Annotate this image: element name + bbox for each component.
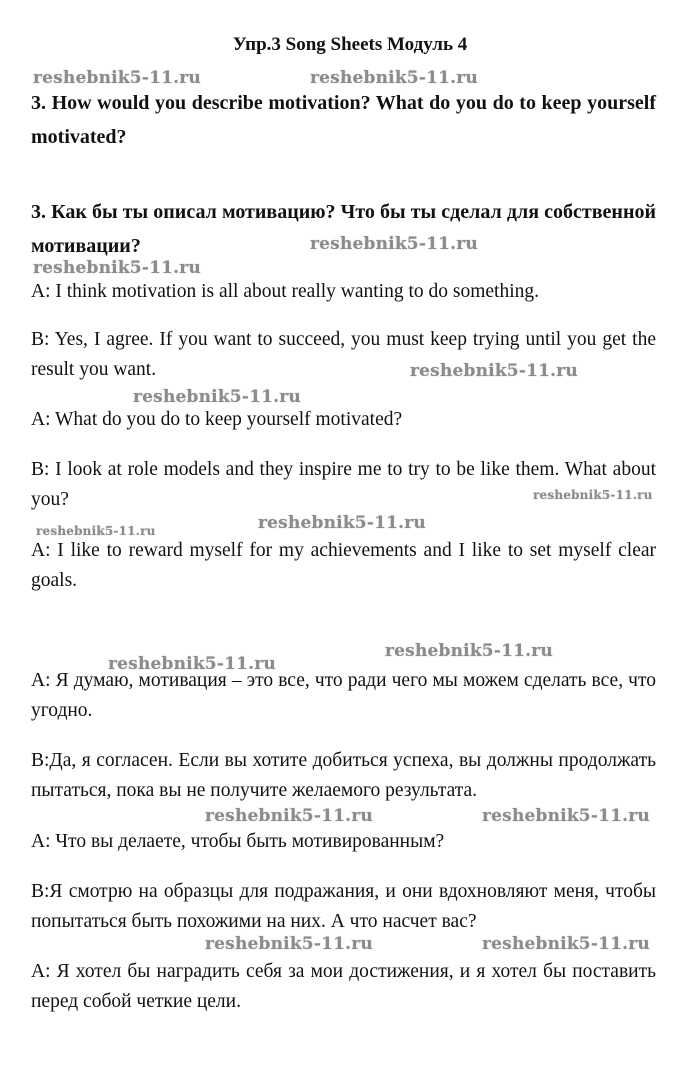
page-title: Упр.3 Song Sheets Модуль 4 (232, 34, 468, 55)
watermark: reshebnik5-11.ru (482, 806, 650, 826)
watermark: reshebnik5-11.ru (310, 68, 478, 88)
dialogue-ru-line: B:Да, я согласен. Если вы хотите добиться успеха, вы должны продолжать пытаться, пока вы не получите желаемого результата. (31, 750, 656, 801)
dialogue-en-line: A: I think motivation is all about really wanting to do something. (31, 281, 540, 302)
watermark: reshebnik5-11.ru (108, 654, 276, 674)
watermark: reshebnik5-11.ru (533, 488, 653, 502)
dialogue-en-line: A: What do you do to keep yourself motivated? (31, 409, 403, 430)
watermark: reshebnik5-11.ru (33, 68, 201, 88)
watermark: reshebnik5-11.ru (36, 524, 156, 538)
question-english: 3. How would you describe motivation? What do you do to keep yourself motivated? (31, 92, 656, 148)
watermark: reshebnik5-11.ru (133, 387, 301, 407)
dialogue-ru-line: A: Я хотел бы наградить себя за мои достижения, и я хотел бы поставить перед собой четкие цели. (31, 961, 656, 1012)
watermark: reshebnik5-11.ru (385, 641, 553, 661)
watermark: reshebnik5-11.ru (310, 234, 478, 254)
watermark: reshebnik5-11.ru (205, 806, 373, 826)
dialogue-en-line: B: Yes, I agree. If you want to succeed, you must keep trying until you get the result you want. (31, 329, 656, 380)
watermark: reshebnik5-11.ru (33, 258, 201, 278)
watermark: reshebnik5-11.ru (410, 361, 578, 381)
watermark: reshebnik5-11.ru (482, 934, 650, 954)
dialogue-en-line: B: I look at role models and they inspire me to try to be like them. What about you? (31, 459, 656, 510)
dialogue-en-line: A: I like to reward myself for my achievements and I like to set myself clear goals. (31, 540, 656, 591)
dialogue-ru-line: B:Я смотрю на образцы для подражания, и они вдохновляют меня, чтобы попытаться быть похожими на них. А что насчет вас? (31, 881, 656, 932)
dialogue-ru-line: A: Что вы делаете, чтобы быть мотивированным? (31, 831, 445, 852)
watermark: reshebnik5-11.ru (258, 513, 426, 533)
watermark: reshebnik5-11.ru (205, 934, 373, 954)
dialogue-ru-line: A: Я думаю, мотивация – это все, что ради чего мы можем сделать все, что угодно. (31, 670, 656, 721)
question-russian: 3. Как бы ты описал мотивацию? Что бы ты сделал для собственной мотивации? (31, 201, 656, 257)
